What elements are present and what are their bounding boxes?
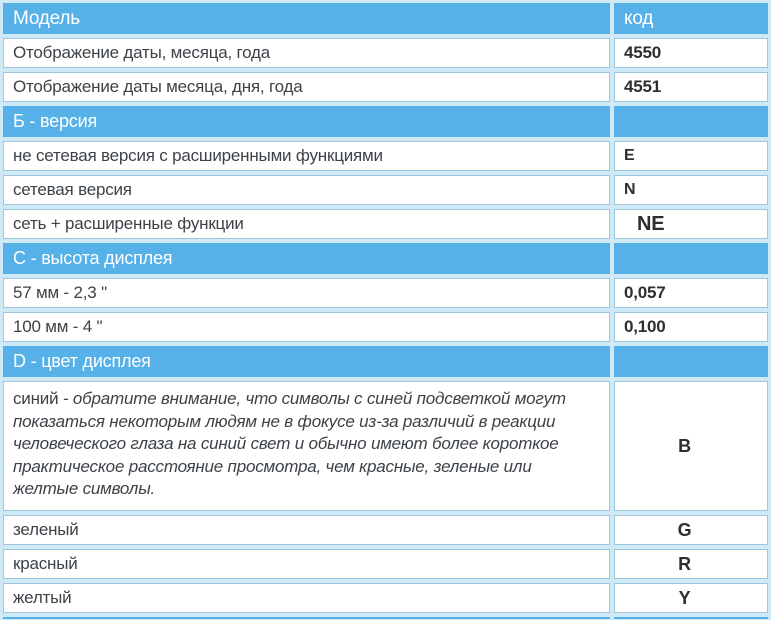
table-row-non-network-extended: [3, 141, 768, 171]
section-row-display-height: [3, 243, 768, 274]
code-cell: 0,057: [614, 278, 768, 308]
table-row-red: [3, 549, 768, 579]
model-column-header: Модель: [3, 3, 610, 34]
table-row-date-month-year: [3, 38, 768, 68]
model-cell: 57 мм - 2,3 ": [3, 278, 610, 308]
table-row-date-month-day-year: [3, 72, 768, 102]
code-cell: G: [614, 515, 768, 545]
code-cell: 0,100: [614, 312, 768, 342]
model-cell: [3, 381, 610, 511]
section-code-spacer: [614, 346, 768, 377]
model-cell: не сетевая версия с расширенными функциями: [3, 141, 610, 171]
section-title: Б - версия: [3, 106, 610, 137]
table-row-100mm: [3, 312, 768, 342]
color-name-blue: синий: [13, 389, 59, 408]
code-cell: N: [614, 175, 768, 205]
model-cell: зеленый: [3, 515, 610, 545]
section-code-spacer: [614, 106, 768, 137]
code-cell: NE: [614, 209, 768, 239]
model-cell: Отображение даты месяца, дня, года: [3, 72, 610, 102]
blue-color-note: - обратите внимание, что символы с синей подсветкой могут показаться некоторым людям не в фокусе из-за различий в реакции человеческого глаза на синий свет и обычно имеют более короткое практическое расстояние просмотра, чем красные, зеленые или желтые символы.: [13, 389, 566, 498]
model-cell: желтый: [3, 583, 610, 613]
table-row-green: [3, 515, 768, 545]
section-title: С - высота дисплея: [3, 243, 610, 274]
table-row-network-version: [3, 175, 768, 205]
table-row-network-plus-extended: [3, 209, 768, 239]
code-cell: R: [614, 549, 768, 579]
table-header-row: [3, 3, 768, 34]
code-cell: 4551: [614, 72, 768, 102]
model-cell: красный: [3, 549, 610, 579]
model-cell: Отображение даты, месяца, года: [3, 38, 610, 68]
section-row-version: [3, 106, 768, 137]
code-cell: Y: [614, 583, 768, 613]
table-row-blue-note: [3, 381, 768, 511]
model-cell: 100 мм - 4 ": [3, 312, 610, 342]
code-column-header: код: [614, 3, 768, 34]
section-title: D - цвет дисплея: [3, 346, 610, 377]
table-row-57mm: [3, 278, 768, 308]
model-cell: сетевая версия: [3, 175, 610, 205]
table-row-yellow: [3, 583, 768, 613]
code-cell: E: [614, 141, 768, 171]
section-code-spacer: [614, 243, 768, 274]
code-cell: B: [614, 381, 768, 511]
section-row-display-color: [3, 346, 768, 377]
model-cell: сеть + расширенные функции: [3, 209, 610, 239]
code-cell: 4550: [614, 38, 768, 68]
